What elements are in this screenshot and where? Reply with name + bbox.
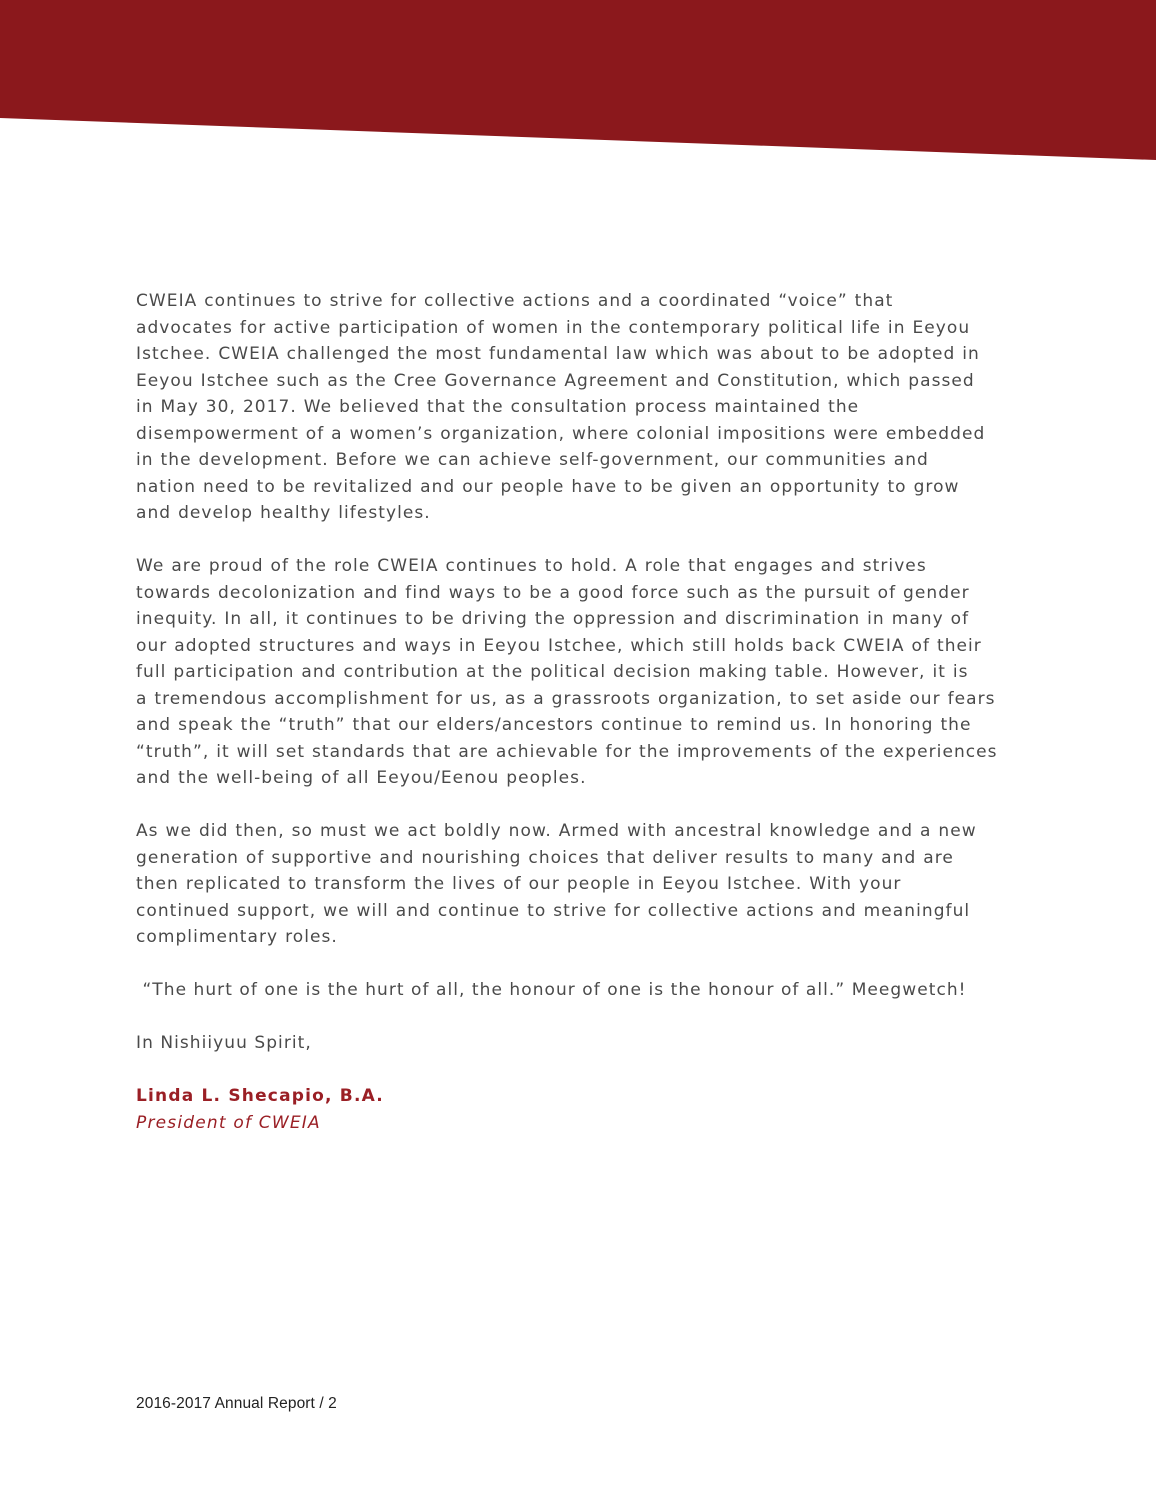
quote: “The hurt of one is the hurt of all, the honour of one is the honour of all.” Meegwetch! [136, 980, 967, 1000]
letter-body [136, 288, 1036, 1136]
header-banner [0, 0, 1156, 170]
paragraph-3: As we did then, so must we act boldly now. Armed with ancestral knowledge and a new generation of supportive and nourishing choices that deliver results to many and are then replicated to transform the lives of our people in Eeyou Istchee. With your continued support, we will and continue to strive for collective actions and meaningful complimentary roles. [136, 821, 977, 947]
signature-title: President of CWEIA [136, 1112, 321, 1133]
paragraph-2: We are proud of the role CWEIA continues to hold. A role that engages and strives towards decolonization and find ways to be a good force such as the pursuit of gender inequity. In all, it continues to be driving the oppression and discrimination in many of our adopted structures and ways in Eeyou Istchee, which still holds back CWEIA of their full participation and contribution at the political decision making table. However, it is a tremendous accomplishment for us, as a grassroots organization, to set aside our fears and speak the “truth” that our elders/ancestors continue to remind us. In honoring the “truth”, it will set standards that are achievable for the improvements of the experiences and the well-being of all Eeyou/Eenou peoples. [136, 556, 998, 788]
signature-name: Linda L. Shecapio, B.A. [136, 1086, 384, 1106]
closing-salutation: In Nishiiyuu Spirit, [136, 1033, 312, 1053]
header-banner-shape [0, 0, 1156, 160]
page-footer: 2016-2017 Annual Report / 2 [136, 1395, 337, 1412]
paragraph-1: CWEIA continues to strive for collective actions and a coordinated “voice” that advocates for active participation of women in the contemporary political life in Eeyou Istchee. CWEIA challenged the most fundamental law which was about to be adopted in Eeyou Istchee such as the Cree Governance Agreement and Constitution, which passed in May 30, 2017. We believed that the consultation process maintained the disempowerment of a women’s organization, where colonial impositions were embedded in the development. Before we can achieve self-government, our communities and nation need to be revitalized and our people have to be given an opportunity to grow and develop healthy lifestyles. [136, 291, 986, 523]
